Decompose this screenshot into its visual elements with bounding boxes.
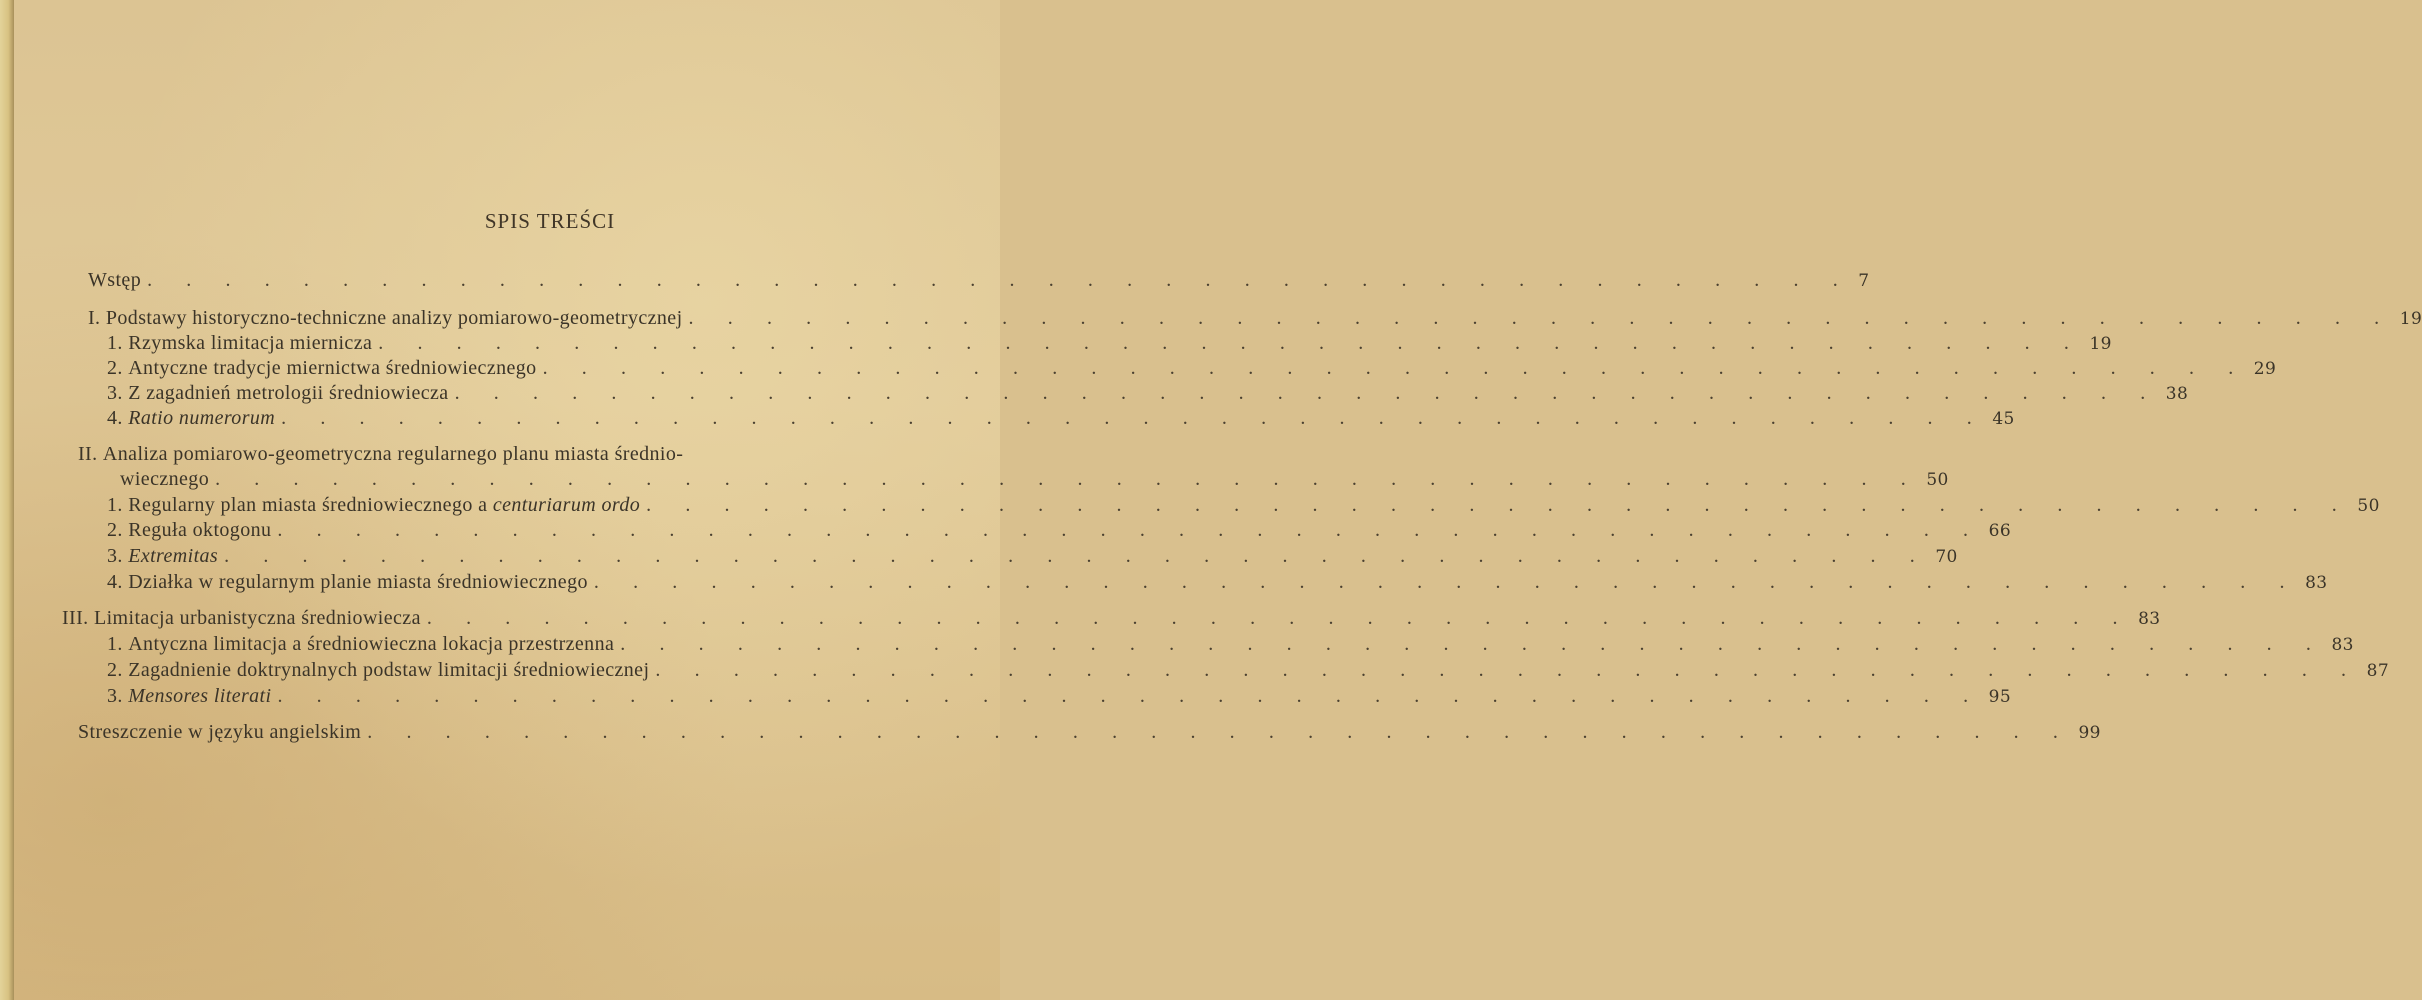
toc-page-number: 66 xyxy=(1988,521,2012,541)
toc-entry-text: Regularny plan miasta średniowiecznego a xyxy=(128,494,488,516)
toc-entry xyxy=(107,570,2328,594)
toc-entry-text: Analiza pomiarowo-geometryczna regularnego planu miasta średnio- xyxy=(102,443,684,465)
toc-entry-label xyxy=(88,268,141,292)
toc-entry-label xyxy=(107,570,588,594)
toc-entry xyxy=(107,356,2277,380)
toc-page-number: 29 xyxy=(2253,359,2277,379)
toc-entry-label xyxy=(107,331,372,355)
toc-entry-number: 3. xyxy=(107,685,129,707)
toc-entry-label xyxy=(107,632,614,656)
toc-entry-label xyxy=(62,606,421,630)
toc-entry-label xyxy=(120,467,209,491)
book-page xyxy=(14,0,2422,1000)
toc-entry xyxy=(107,544,1958,568)
dot-leader: . . . . . . . . . . . . . . . . . . . . . . . . . . . . . . . . . . . . . . . . . . . . xyxy=(281,407,1987,429)
toc-page-number: 7 xyxy=(1858,271,1870,291)
toc-page-number: 83 xyxy=(2331,635,2354,655)
dot-leader: . . . . . . . . . . . . . . . . . . . . . . . . . . . . . . . . . . . . . . . . . . . . xyxy=(655,659,2361,681)
toc-entry-text: Reguła oktogonu xyxy=(128,519,272,541)
dot-leader: . . . . . . . . . . . . . . . . . . . . . . . . . . . . . . . . . . . . . . . . . . . . xyxy=(646,494,2352,516)
dot-leader: . . . . . . . . . . . . . . . . . . . . . . . . . . . . . . . . . . . . . . . . . . . . xyxy=(224,545,1930,567)
toc-entry-number: 4. xyxy=(107,571,129,593)
toc-entry-label xyxy=(107,493,640,517)
toc-entry-label xyxy=(78,442,683,466)
toc-entry-text: Z zagadnień metrologii średniowiecza xyxy=(128,382,449,404)
toc-entry-number: I. xyxy=(88,307,106,329)
toc-entry-number: III. xyxy=(62,607,94,629)
toc-entry-label xyxy=(107,658,649,682)
dot-leader: . . . . . . . . . . . . . . . . . . . . . . . . . . . . . . . . . . . . . . . . . . . . xyxy=(593,571,2300,593)
toc-entry-number: 2. xyxy=(107,659,129,681)
toc-entry-label xyxy=(107,518,271,542)
toc-entry-text-italic: centuriarum ordo xyxy=(492,494,641,516)
toc-entry xyxy=(62,606,2161,630)
dot-leader: . . . . . . . . . . . . . . . . . . . . . . . . . . . . . . . . . . . . . . . . . . . . xyxy=(147,269,1853,291)
toc-entry-number: 1. xyxy=(107,494,129,516)
book-spine-edge xyxy=(0,0,14,1000)
toc-entry xyxy=(78,442,966,466)
toc-entry-text: Zagadnienie doktrynalnych podstaw limitacji średniowiecznej xyxy=(128,659,650,681)
toc-entry-text: Wstęp xyxy=(88,269,142,291)
dot-leader: . . . . . . . . . . . . . . . . . . . . . . . . . . . . . . . . . . . . . . . . . . . . xyxy=(215,468,1921,490)
toc-title: SPIS TREŚCI xyxy=(484,209,616,233)
dot-leader: . . . . . . . . . . . . . . . . . . . . . . . . . . . . . . . . . . . . . . . . . . . . xyxy=(620,633,2326,655)
toc-entry xyxy=(78,720,2101,744)
toc-page-number: 83 xyxy=(2138,609,2161,629)
toc-entry-number: 3. xyxy=(107,545,129,567)
toc-page-number: 70 xyxy=(1935,547,1958,567)
toc-entry-text: Limitacja urbanistyczna średniowiecza xyxy=(93,607,421,629)
dot-leader: . . . . . . . . . . . . . . . . . . . . . . . . . . . . . . . . . . . . . . . . . . . . xyxy=(454,382,2160,404)
toc-entry-label xyxy=(78,720,361,744)
toc-entry-continuation: wiecznego xyxy=(120,468,210,490)
dot-leader: . . . . . . . . . . . . . . . . . . . . . . . . . . . . . . . . . . . . . . . . . . . . xyxy=(378,332,2084,354)
toc-entry-number: 4. xyxy=(107,407,129,429)
dot-leader: . . . . . . . . . . . . . . . . . . . . . . . . . . . . . . . . . . . . . . . . . . . . xyxy=(688,307,2394,329)
dot-leader: . . . . . . . . . . . . . . . . . . . . . . . . . . . . . . . . . . . . . . . . . . . . xyxy=(367,721,2073,743)
toc-page-number: 38 xyxy=(2165,384,2189,404)
toc-entry-text: Streszczenie w języku angielskim xyxy=(78,721,362,743)
toc-page-number: 50 xyxy=(2357,496,2380,516)
toc-entry-label xyxy=(107,684,271,708)
toc-entry xyxy=(107,406,2015,430)
dot-leader: . . . . . . . . . . . . . . . . . . . . . . . . . . . . . . . . . . . . . . . . . . . . xyxy=(426,607,2133,629)
toc-entry xyxy=(107,493,2380,517)
toc-entry xyxy=(107,518,2012,542)
toc-entry xyxy=(88,268,1870,292)
toc-entry-number: 1. xyxy=(107,633,129,655)
toc-entry-text: Antyczna limitacja a średniowieczna lokacja przestrzenna xyxy=(128,633,615,655)
toc-entry-text: Antyczne tradycje miernictwa średniowiecznego xyxy=(128,357,537,379)
toc-entry xyxy=(88,306,2422,330)
toc-entry-text: Ratio numerorum xyxy=(128,407,276,429)
toc-entry-number: 1. xyxy=(107,332,129,354)
toc-entry-number: 2. xyxy=(107,357,129,379)
toc-entry xyxy=(107,684,2012,708)
dot-leader: . . . . . . . . . . . . . . . . . . . . . . . . . . . . . . . . . . . . . . . . . . . . xyxy=(277,685,1983,707)
toc-entry xyxy=(107,632,2354,656)
dot-leader: . . . . . . . . . . . . . . . . . . . . . . . . . . . . . . . . . . . . . . . . . . . . xyxy=(277,519,1983,541)
toc-page-number: 19 xyxy=(2399,309,2422,329)
toc-entry-text: Extremitas xyxy=(128,545,219,567)
toc-entry xyxy=(107,658,2390,682)
dot-leader: . . . . . . . . . . . . . . . . . . . . . . . . . . . . . . . . . . . . . . . . . . . . xyxy=(542,357,2248,379)
toc-entry xyxy=(107,381,2189,405)
toc-entry-text: Działka w regularnym planie miasta średniowiecznego xyxy=(128,571,588,593)
toc-entry-number: 3. xyxy=(107,382,129,404)
toc-page-number: 95 xyxy=(1988,687,2012,707)
toc-page-number: 83 xyxy=(2305,573,2328,593)
toc-entry-continued xyxy=(120,467,1949,491)
toc-entry-text: Mensores literati xyxy=(128,685,272,707)
toc-entry-text: Rzymska limitacja miernicza xyxy=(128,332,373,354)
toc-page-number: 45 xyxy=(1992,409,2015,429)
toc-entry xyxy=(107,331,2112,355)
toc-entry-number: 2. xyxy=(107,519,129,541)
toc-entry-label xyxy=(107,406,275,430)
toc-page-number: 19 xyxy=(2089,334,2112,354)
toc-entry-label xyxy=(107,356,537,380)
toc-page-number: 87 xyxy=(2366,661,2390,681)
toc-entry-label xyxy=(88,306,683,330)
toc-page-number: 99 xyxy=(2078,723,2101,743)
toc-entry-label xyxy=(107,381,449,405)
toc-page-number: 50 xyxy=(1926,470,1949,490)
toc-entry-number: II. xyxy=(78,443,103,465)
toc-entry-text: Podstawy historyczno-techniczne analizy pomiarowo-geometrycznej xyxy=(105,307,683,329)
toc-entry-label xyxy=(107,544,218,568)
